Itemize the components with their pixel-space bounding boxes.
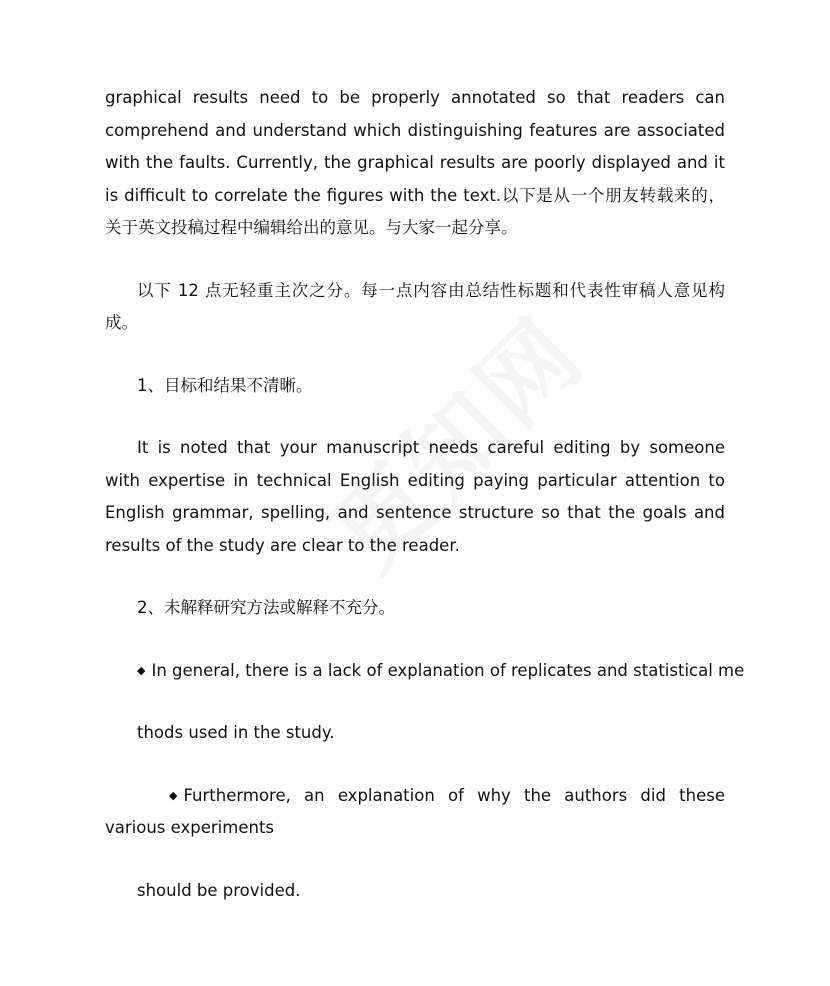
diamond-bullet-icon: ◆	[137, 663, 146, 677]
diamond-bullet-icon: ◆	[169, 788, 178, 802]
bullet-item-experiments	[105, 780, 725, 845]
heading-point-1: 1、目标和结果不清晰。	[137, 375, 313, 395]
bullet-text: In general, there is a lack of explanation of replicates and statistical me	[151, 660, 745, 680]
paragraph-graphical-results: graphical results need to be properly annotated so that readers can comprehend and understand which distinguishing features are associated with the faults. Currently, the graphical results are poorly displayed and it is difficult to correlate the figures with the text.以下是从一个朋友转载来的，关于英文投稿过程中编辑给出的意见。与大家一起分享。	[105, 88, 725, 237]
bullet-text: Furthermore, an explanation of why the authors did these various experiments	[105, 785, 725, 837]
bullet-item-replicates	[105, 655, 745, 688]
paragraph-point-1-comment: It is noted that your manuscript needs careful editing by someone with expertise in technical English editing paying particular attention to English grammar, spelling, and sentence structure so that the goals and results of the study are clear to the reader.	[105, 438, 725, 555]
paragraph-intro-12-points: 以下 12 点无轻重主次之分。每一点内容由总结性标题和代表性审稿人意见构成。	[105, 280, 725, 332]
bullet-continuation: should be provided.	[137, 880, 301, 900]
document-content	[105, 82, 745, 907]
bullet-continuation: thods used in the study.	[137, 723, 335, 742]
heading-point-2: 2、未解释研究方法或解释不充分。	[137, 598, 395, 617]
